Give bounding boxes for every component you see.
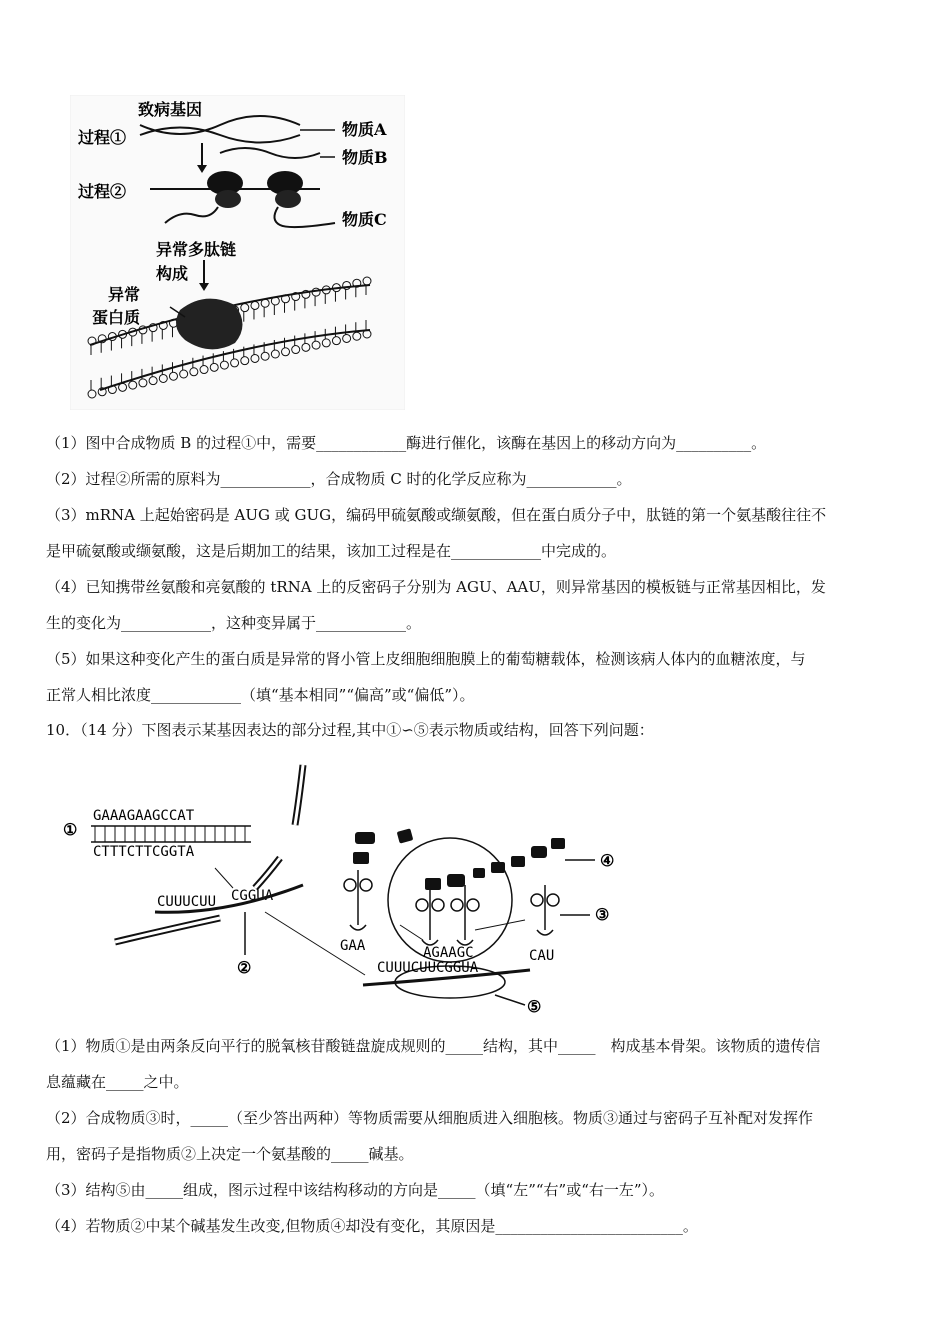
dna-top-seq: GAAAGAAGCCAT bbox=[93, 808, 195, 824]
trna-left bbox=[344, 870, 372, 930]
q9-line: （1）图中合成物质 B 的过程①中，需要____________酶进行催化，该酶在基因上的移动方向为__________。 bbox=[46, 434, 767, 452]
polypeptide-chain bbox=[353, 828, 565, 890]
anticodon-cau: CAU bbox=[529, 948, 555, 964]
q9-line: （2）过程②所需的原料为____________，合成物质 C 时的化学反应称为____________。 bbox=[46, 470, 632, 488]
q9-line: 是甲硫氨酸或缬氨酸，这是后期加工的结果，该加工过程是在____________中完成的。 bbox=[46, 542, 617, 560]
process1-label: 过程① bbox=[78, 128, 127, 147]
ribosome-large bbox=[388, 838, 512, 962]
label-3: ③ bbox=[595, 905, 610, 924]
trna-middle-1 bbox=[416, 885, 444, 945]
q10-line: 用，密码子是指物质②上决定一个氨基酸的_____碱基。 bbox=[46, 1145, 414, 1163]
substance-b-label: 物质B bbox=[342, 148, 388, 167]
q10-line: （3）结构⑤由_____组成，图示过程中该结构移动的方向是_____（填“左”“右”或“右一左”）。 bbox=[46, 1181, 665, 1199]
label-5: ⑤ bbox=[527, 997, 542, 1016]
abnormal-chain-label: 异常多肽链 bbox=[156, 240, 237, 259]
mrna-left-seq: CUUUCUU bbox=[157, 894, 217, 910]
label-4: ④ bbox=[600, 851, 615, 870]
trna-middle-2 bbox=[451, 885, 479, 945]
q10-block bbox=[46, 1028, 908, 1244]
figure-translation bbox=[55, 760, 615, 1025]
abnormal-protein-label-2: 蛋白质 bbox=[92, 308, 141, 327]
abnormal-protein-label: 异常 bbox=[108, 285, 141, 304]
abnormal-chain-label-2: 构成 bbox=[156, 264, 189, 283]
q9-block bbox=[46, 425, 908, 713]
dna-base-pairs bbox=[95, 826, 245, 842]
q9-line: （3）mRNA 上起始密码是 AUG 或 GUG，编码甲硫氨酸或缬氨酸，但在蛋白质分子中，肽链的第一个氨基酸往往不 bbox=[46, 506, 827, 524]
label-2: ② bbox=[237, 958, 252, 977]
trna-right bbox=[531, 885, 559, 935]
gene-label: 致病基因 bbox=[138, 100, 203, 119]
q9-line: 生的变化为____________，这种变异属于____________。 bbox=[46, 614, 422, 632]
q9-line: （4）已知携带丝氨酸和亮氨酸的 tRNA 上的反密码子分别为 AGU、AAU，则异常基因的模板链与正常基因相比，发 bbox=[46, 578, 826, 596]
q9-line: 正常人相比浓度____________（填“基本相同”“偏高”或“偏低”）。 bbox=[46, 686, 475, 704]
q10-title: 10．（14 分）下图表示某基因表达的部分过程,其中①∽⑤表示物质或结构，回答下列问题： bbox=[46, 721, 654, 739]
anticodon-agaagc: AGAAGC bbox=[423, 945, 474, 961]
figure-gene-expression bbox=[70, 95, 405, 410]
dna-bottom-seq: CTTTCTTCGGTA bbox=[93, 844, 195, 860]
label-1: ① bbox=[63, 820, 78, 839]
q10-line: 息蕴藏在_____之中。 bbox=[46, 1073, 189, 1091]
mrna-right-seq: CUUUCUUCGGUA bbox=[377, 960, 479, 976]
substance-a-label: 物质A bbox=[342, 120, 387, 139]
anticodon-gaa: GAA bbox=[340, 938, 366, 954]
q10-line: （4）若物质②中某个碱基发生改变,但物质④却没有变化，其原因是_________________________。 bbox=[46, 1217, 698, 1235]
q9-line: （5）如果这种变化产生的蛋白质是异常的肾小管上皮细胞细胞膜上的葡萄糖载体，检测该病人体内的血糖浓度，与 bbox=[46, 650, 806, 668]
q10-line: （1）物质①是由两条反向平行的脱氧核苷酸链盘旋成规则的_____结构，其中_____ 构成基本骨架。该物质的遗传信 bbox=[46, 1037, 821, 1055]
substance-c-label: 物质C bbox=[342, 210, 387, 229]
q10-line: （2）合成物质③时，_____（至少答出两种）等物质需要从细胞质进入细胞核。物质③通过与密码子互补配对发挥作 bbox=[46, 1109, 814, 1127]
process2-label: 过程② bbox=[78, 182, 127, 201]
mrna-left-end: CGGUA bbox=[231, 888, 274, 904]
